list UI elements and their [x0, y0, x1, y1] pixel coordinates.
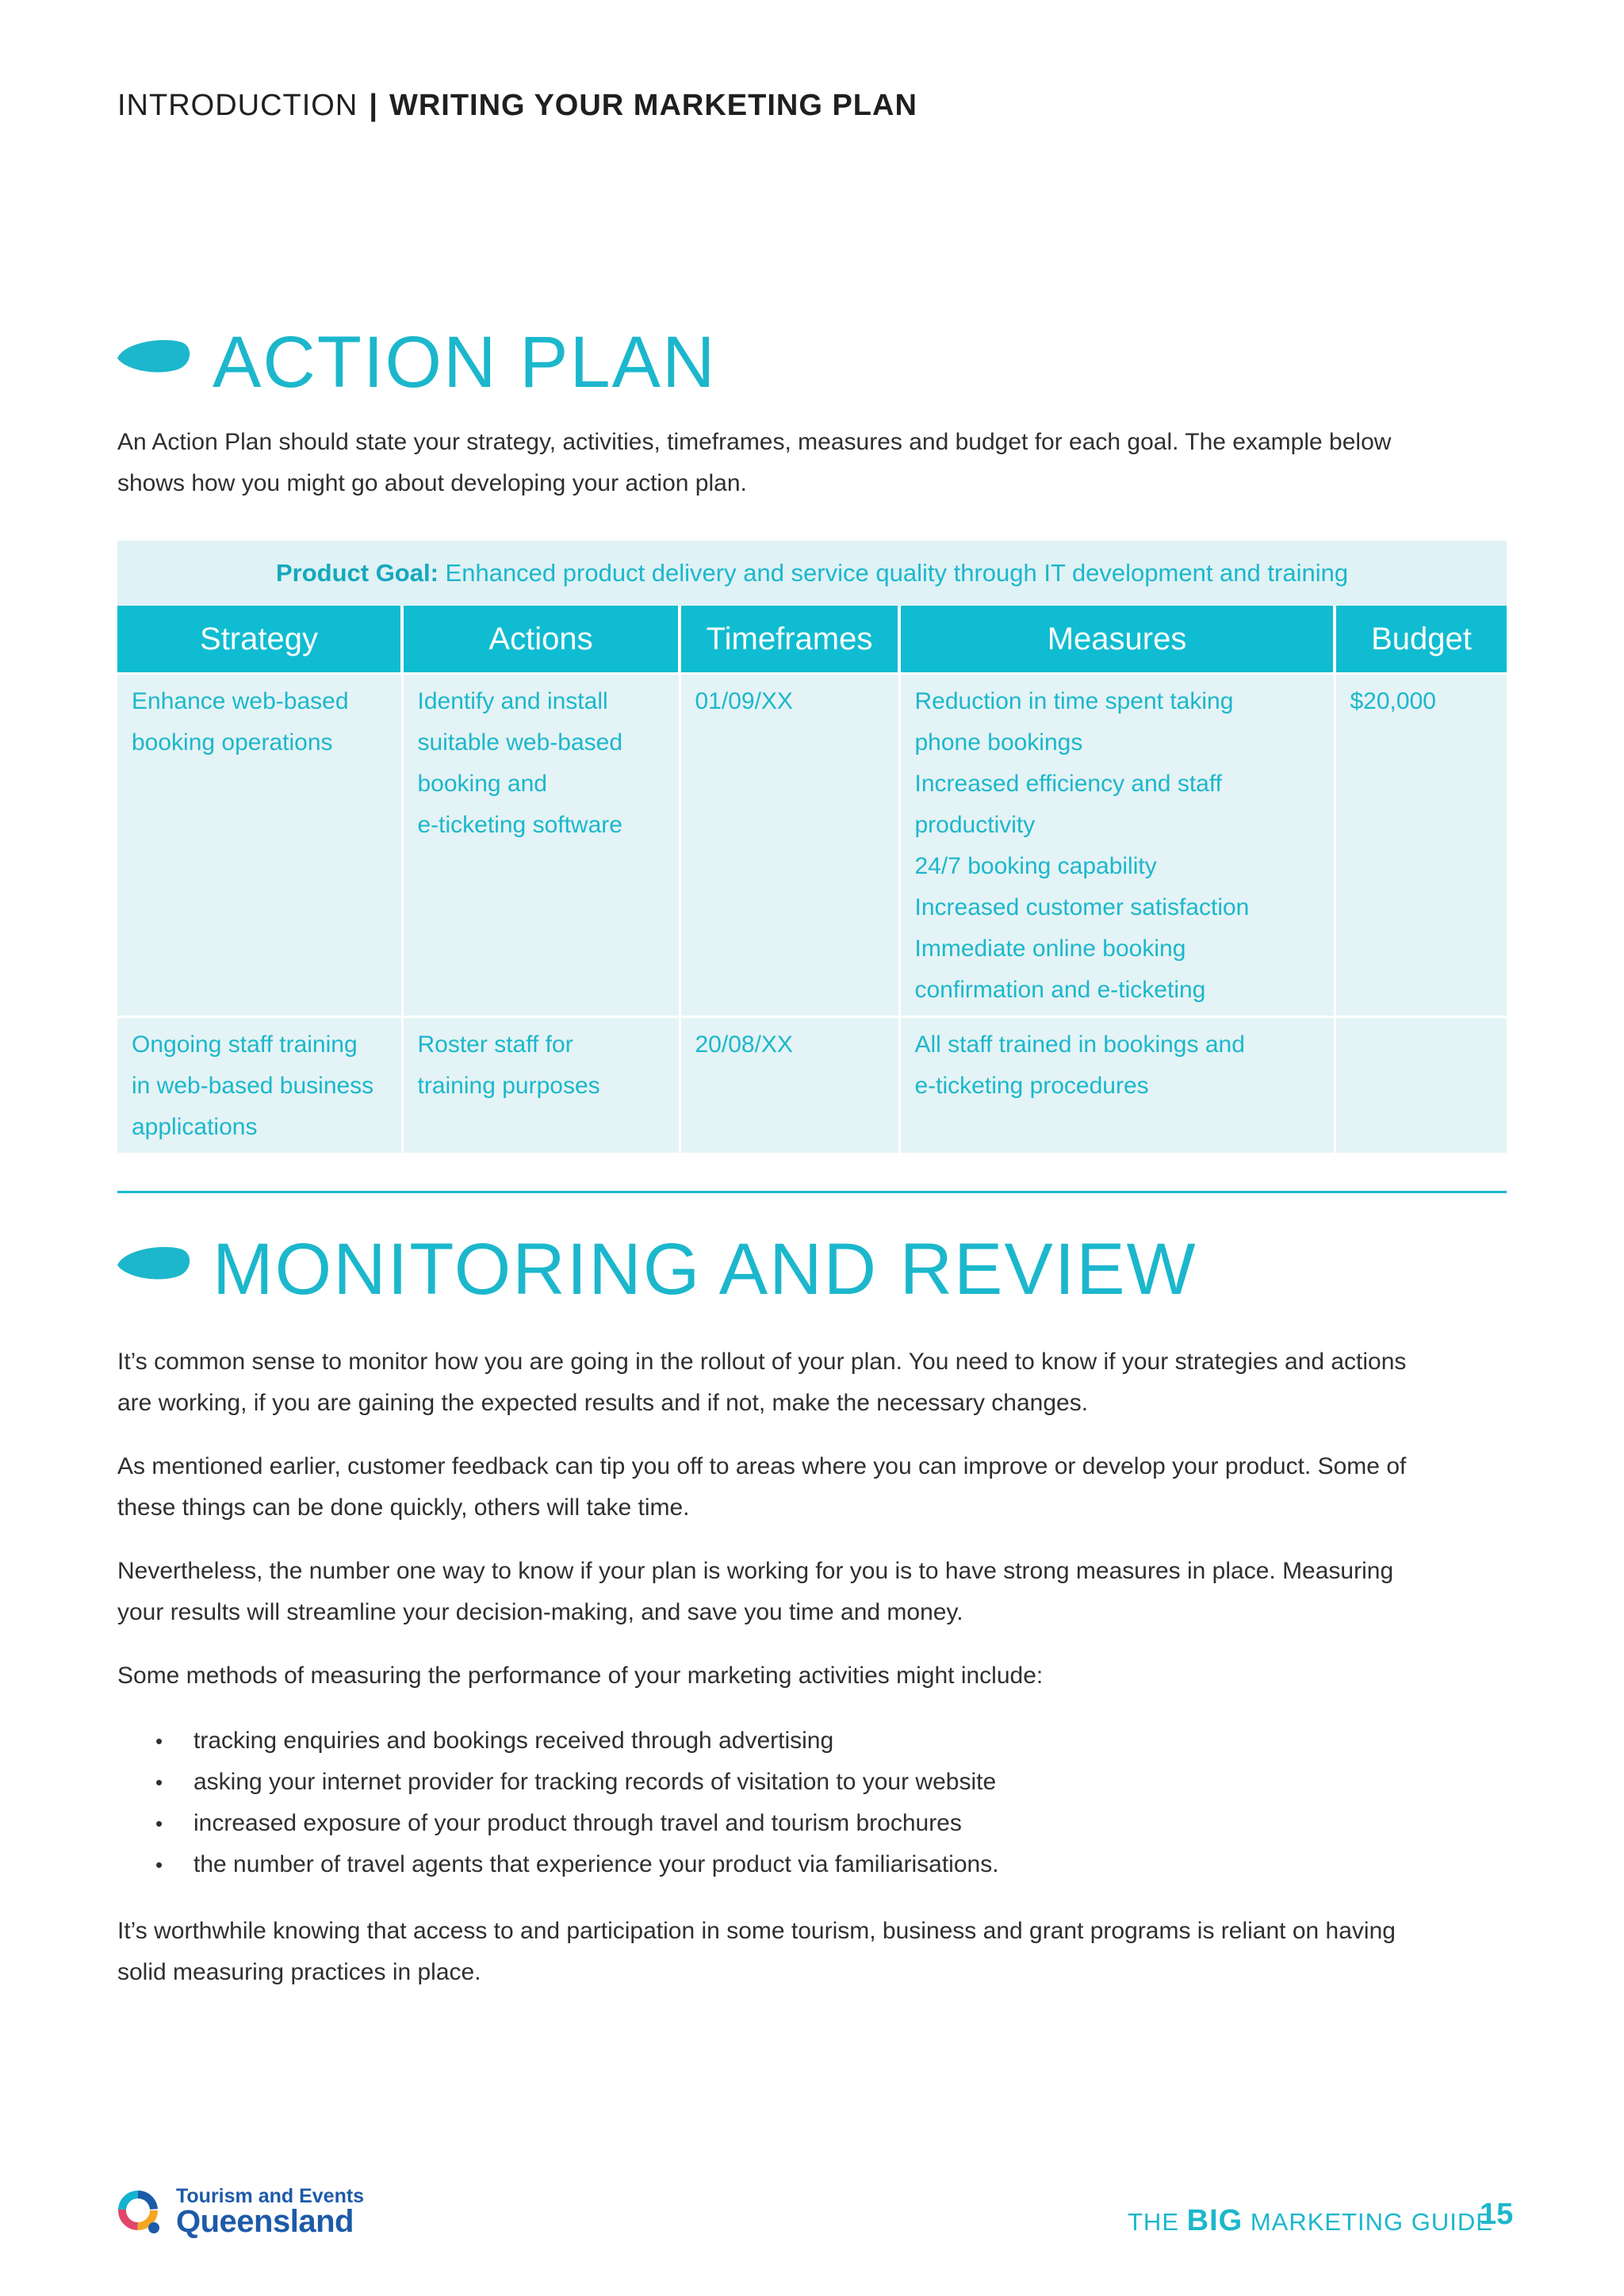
- measurement-methods-list: [155, 1720, 999, 1885]
- cell-line: Increased efficiency and staff: [914, 771, 1222, 797]
- paragraph-line: Nevertheless, the number one way to know if your plan is working for you is to have strong measures in place. Measuring: [117, 1558, 1394, 1584]
- cell-actions: [402, 674, 680, 1017]
- list-item: [155, 1803, 999, 1844]
- page-number: 15: [1480, 2198, 1514, 2231]
- section-divider: [117, 1191, 1507, 1193]
- cell-line: training purposes: [417, 1073, 600, 1099]
- list-item: [155, 1762, 999, 1803]
- cell-line: 24/7 booking capability: [914, 853, 1157, 879]
- bullet-dot-icon: •: [155, 1770, 163, 1794]
- running-header: [117, 89, 917, 123]
- monitoring-paragraph-1: [117, 1341, 1497, 1424]
- column-header-actions: Actions: [402, 606, 680, 674]
- monitoring-title: MONITORING AND REVIEW: [213, 1229, 1197, 1310]
- action-plan-intro: [117, 422, 1497, 504]
- monitoring-paragraph-2: [117, 1446, 1497, 1529]
- list-item-text: the number of travel agents that experience your product via familiarisations.: [193, 1851, 999, 1877]
- cell-line: All staff trained in bookings and: [914, 1031, 1245, 1058]
- cell-line: e-ticketing software: [417, 812, 622, 838]
- cell-line: Identify and install: [417, 688, 608, 714]
- guide-title-post: MARKETING GUIDE: [1250, 2208, 1493, 2236]
- guide-title-big: BIG: [1186, 2204, 1243, 2237]
- monitoring-paragraph-5: [117, 1911, 1497, 1993]
- cell-line: Reduction in time spent taking: [914, 688, 1234, 714]
- list-item: [155, 1844, 999, 1885]
- paragraph-line: solid measuring practices in place.: [117, 1959, 481, 1985]
- cell-budget: $20,000: [1335, 674, 1507, 1017]
- cell-strategy: [117, 1017, 402, 1154]
- cell-line: booking operations: [132, 729, 333, 756]
- cell-measures: [899, 1017, 1335, 1154]
- product-goal-label: Product Goal:: [275, 559, 439, 587]
- action-plan-title: ACTION PLAN: [213, 322, 717, 403]
- cell-line: phone bookings: [914, 729, 1083, 756]
- cell-timeframe: 20/08/XX: [680, 1017, 899, 1154]
- table-row: [117, 1017, 1507, 1154]
- guide-title-pre: THE: [1128, 2208, 1179, 2236]
- paragraph-line: are working, if you are gaining the expected results and if not, make the necessary changes.: [117, 1390, 1089, 1416]
- bullet-dot-icon: •: [155, 1853, 163, 1877]
- product-goal-cell: [117, 541, 1507, 606]
- column-header-budget: Budget: [1335, 606, 1507, 674]
- paragraph-line: your results will streamline your decision-making, and save you time and money.: [117, 1599, 963, 1625]
- logo-text-bottom: Queensland: [176, 2204, 354, 2239]
- monitoring-paragraph-4: Some methods of measuring the performance of your marketing activities might include:: [117, 1663, 1044, 1689]
- column-header-measures: Measures: [899, 606, 1335, 674]
- product-goal-text: Enhanced product delivery and service quality through IT development and training: [445, 559, 1349, 587]
- cell-line: Ongoing staff training: [132, 1031, 358, 1058]
- logo-ring-icon: [116, 2188, 163, 2236]
- cell-measures: [899, 674, 1335, 1017]
- cell-line: Enhance web-based: [132, 688, 349, 714]
- header-separator: |: [369, 89, 378, 122]
- bullet-dot-icon: •: [155, 1812, 163, 1835]
- cell-line: confirmation and e-ticketing: [914, 977, 1206, 1003]
- table-header-row: [117, 606, 1507, 674]
- cell-strategy: [117, 674, 402, 1017]
- list-item-text: asking your internet provider for tracking records of visitation to your website: [193, 1769, 997, 1795]
- leaf-bullet-icon: [116, 1245, 190, 1281]
- leaf-bullet-icon: [116, 338, 190, 374]
- list-item-text: increased exposure of your product through travel and tourism brochures: [193, 1810, 962, 1836]
- column-header-strategy: Strategy: [117, 606, 402, 674]
- cell-budget: [1335, 1017, 1507, 1154]
- bullet-dot-icon: •: [155, 1729, 163, 1753]
- header-section: INTRODUCTION: [117, 89, 358, 122]
- paragraph-line: It’s common sense to monitor how you are going in the rollout of your plan. You need to know if your strategies and actions: [117, 1349, 1407, 1375]
- list-item-text: tracking enquiries and bookings received through advertising: [193, 1728, 834, 1754]
- cell-line: suitable web-based: [417, 729, 623, 756]
- product-goal-row: [117, 541, 1507, 606]
- list-item: [155, 1720, 999, 1762]
- paragraph-line: these things can be done quickly, others will take time.: [117, 1494, 690, 1521]
- cell-line: Increased customer satisfaction: [914, 894, 1250, 920]
- header-chapter: WRITING YOUR MARKETING PLAN: [389, 89, 917, 122]
- table-row: [117, 674, 1507, 1017]
- cell-line: Immediate online booking: [914, 936, 1186, 962]
- cell-line: in web-based business: [132, 1073, 374, 1099]
- action-plan-table: [117, 541, 1507, 1153]
- logo-text-top: Tourism and Events: [176, 2185, 365, 2207]
- column-header-timeframes: Timeframes: [680, 606, 899, 674]
- paragraph-line: As mentioned earlier, customer feedback can tip you off to areas where you can improve or develop your product. Some of: [117, 1453, 1407, 1479]
- cell-line: booking and: [417, 771, 547, 797]
- footer-guide-title: [1128, 2204, 1493, 2238]
- cell-line: e-ticketing procedures: [914, 1073, 1149, 1099]
- intro-line: An Action Plan should state your strategy, activities, timeframes, measures and budget for each goal. The example below: [117, 429, 1392, 455]
- cell-line: applications: [132, 1114, 258, 1140]
- cell-actions: [402, 1017, 680, 1154]
- intro-line: shows how you might go about developing your action plan.: [117, 470, 747, 496]
- cell-line: Roster staff for: [417, 1031, 573, 1058]
- cell-timeframe: 01/09/XX: [680, 674, 899, 1017]
- paragraph-line: It’s worthwhile knowing that access to and participation in some tourism, business and grant programs is reliant on having: [117, 1918, 1396, 1944]
- monitoring-paragraph-3: [117, 1551, 1497, 1633]
- cell-line: productivity: [914, 812, 1036, 838]
- tourism-events-queensland-logo: [116, 2185, 370, 2241]
